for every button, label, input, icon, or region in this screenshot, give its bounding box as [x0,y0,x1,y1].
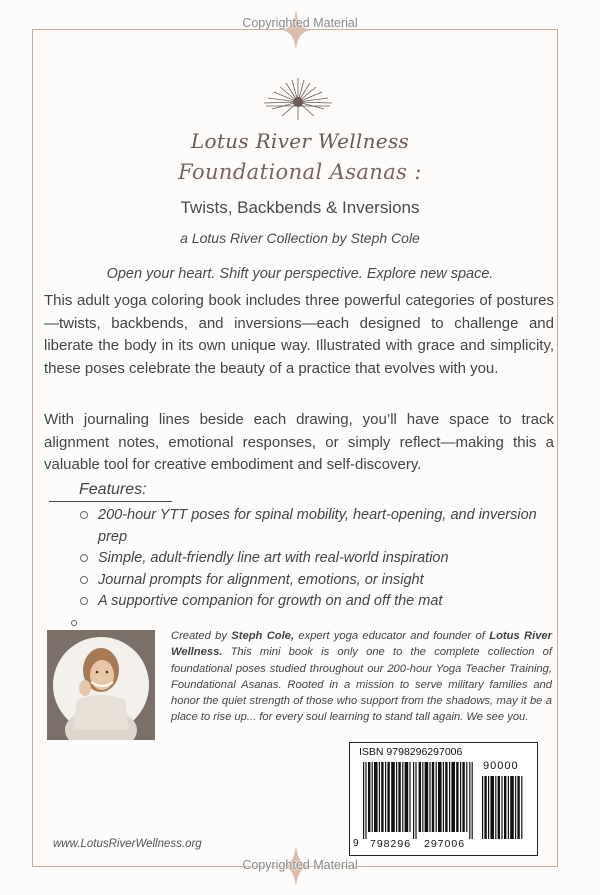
isbn-barcode [349,742,538,856]
feature-item: 200-hour YTT poses for spinal mobility, heart-opening, and inversion prep [80,505,550,548]
description-paragraph-1: This adult yoga coloring book includes three powerful categories of postures—twists, backbends, and inversions—each designed to challenge and liberate the body in its own unique way. Illustrated with grace and simplicity, these poses celebrate the beauty of a practice that evolves with you. [44,292,554,377]
barcode-lead-digit: 9 [353,838,359,849]
circle-bullet-icon [80,576,88,584]
barcode-bars-main [363,762,473,839]
book-subtitle: Twists, Backbends & Inversions [180,198,420,217]
circle-bullet-icon [80,554,88,562]
feature-item: Journal prompts for alignment, emotions, or insight [80,570,550,592]
collection-byline: a Lotus River Collection by Steph Cole [180,230,420,246]
barcode-digits-group-2: 297006 [424,838,466,850]
features-heading: Features: [49,481,172,502]
description-paragraph-2: With journaling lines beside each drawing, you’ll have space to track alignment notes, emotional responses, or simply reflect—making this a valuable tool for creative embodiment and self-discovery. [44,411,554,474]
barcode-digits-group-1: 798296 [370,838,412,850]
circle-bullet-icon [80,511,88,519]
circle-bullet-icon [80,597,88,605]
brand-name: Lotus River Wellness [190,129,410,153]
author-photo [47,630,155,740]
author-bio: Created by Steph Cole, expert yoga educator and founder of Lotus River Wellness. This mini book is only one to the complete collection of foundational poses studied throughout our 200-hour Yoga Teacher Training, Foundational Asanas. Rooted in a mission to serve military families and honor the quiet strength of those who support from the shadows, may it be a place to rise up... for every soul learning to stand tall again. We see you. [171,630,553,724]
features-list [80,505,550,613]
author-portrait-image [47,630,155,740]
watermark-top: Copyrighted Material [242,16,358,30]
website-link[interactable]: www.LotusRiverWellness.org [53,838,202,850]
watermark-bottom: Copyrighted Material [242,858,358,872]
isbn-label: ISBN 9798296297006 [359,746,463,758]
feature-item: Simple, adult-friendly line art with real-world inspiration [80,548,550,570]
barcode-addon-number: 90000 [483,760,519,772]
empty-bullet-icon [71,620,77,626]
author-name: Steph Cole, [231,630,295,642]
feature-item: A supportive companion for growth on and off the mat [80,591,550,613]
org-name: Lotus River Wellness. [171,630,553,659]
barcode-bars-addon [482,776,524,839]
book-title: Foundational Asanas : [178,160,422,184]
sunburst-logo-icon [262,76,334,122]
tagline: Open your heart. Shift your perspective. Explore new space. [106,266,494,282]
